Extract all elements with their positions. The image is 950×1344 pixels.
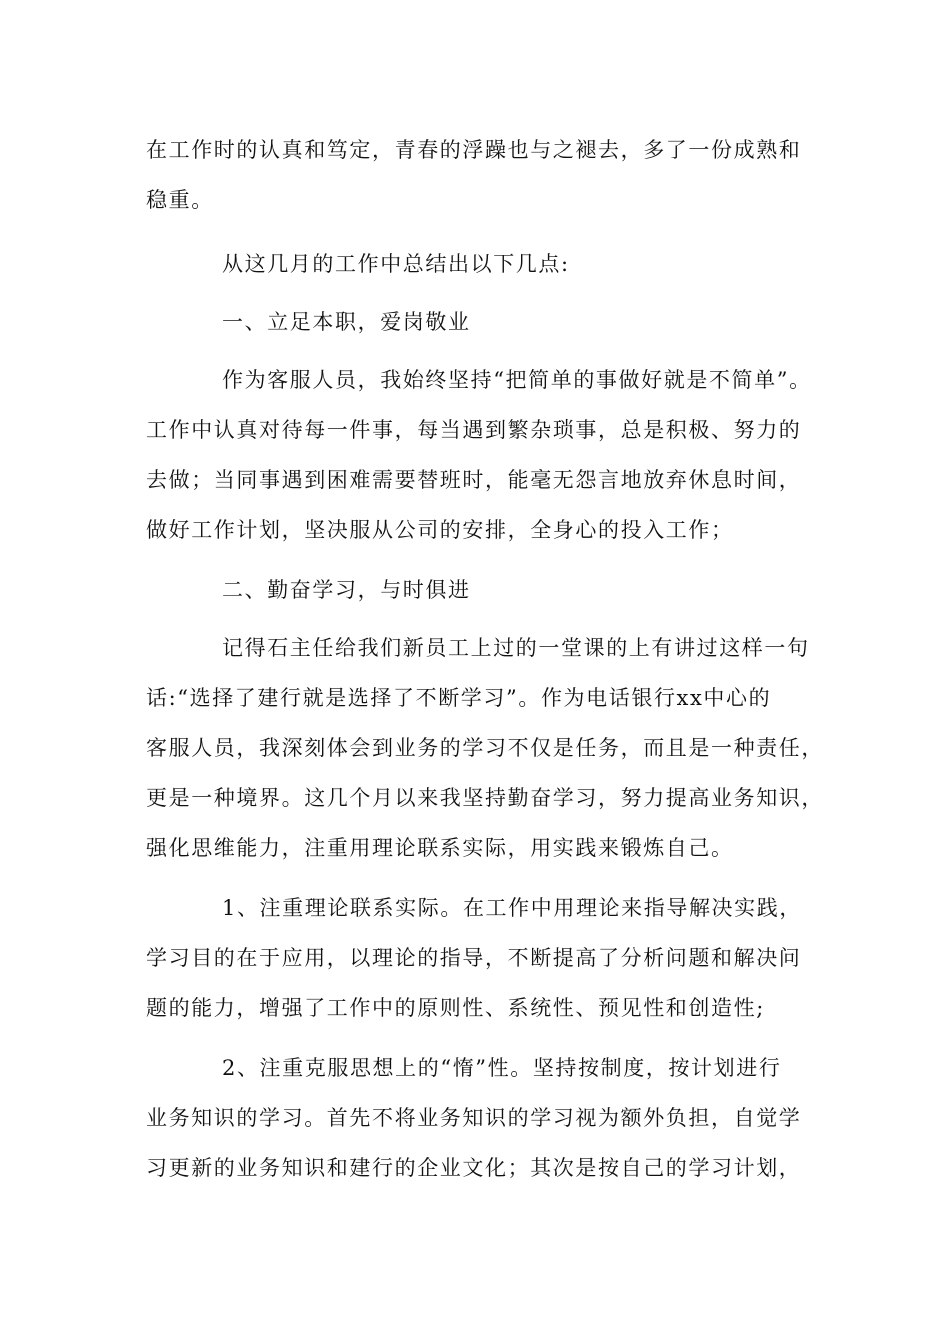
text-line: 记得石主任给我们新员工上过的一堂课的上有讲过这样一句 <box>222 636 810 660</box>
text-line: 题的能力，增强了工作中的原则性、系统性、预见性和创造性; <box>146 996 765 1020</box>
section-heading: 二、勤奋学习，与时俱进 <box>222 578 471 602</box>
text-line: 客服人员，我深刻体会到业务的学习不仅是任务，而且是一种责任， <box>146 736 824 760</box>
text-line: 更是一种境界。这几个月以来我坚持勤奋学习，努力提高业务知识， <box>146 786 824 810</box>
text-line: 2、注重克服思想上的“惰”性。坚持按制度，按计划进行 <box>222 1056 782 1080</box>
text-line: 工作中认真对待每一件事，每当遇到繁杂琐事，总是积极、努力的 <box>146 418 802 442</box>
text-line: 在工作时的认真和笃定，青春的浮躁也与之褪去，多了一份成熟和 <box>146 138 802 162</box>
text-line: 话:“选择了建行就是选择了不断学习”。作为电话银行xx中心的 <box>146 686 772 710</box>
text-line: 1、注重理论联系实际。在工作中用理论来指导解决实践， <box>222 896 802 920</box>
text-line: 从这几月的工作中总结出以下几点: <box>222 252 570 276</box>
text-line: 作为客服人员，我始终坚持“把简单的事做好就是不简单”。 <box>222 368 812 392</box>
text-line: 学习目的在于应用，以理论的指导，不断提高了分析问题和解决问 <box>146 946 802 970</box>
text-line: 习更新的业务知识和建行的企业文化；其次是按自己的学习计划， <box>146 1156 802 1180</box>
section-heading: 一、立足本职，爱岗敬业 <box>222 310 471 334</box>
text-line: 做好工作计划，坚决服从公司的安排，全身心的投入工作； <box>146 518 734 542</box>
text-line: 稳重。 <box>146 188 214 212</box>
text-line: 业务知识的学习。首先不将业务知识的学习视为额外负担，自觉学 <box>146 1106 802 1130</box>
text-line: 强化思维能力，注重用理论联系实际，用实践来锻炼自己。 <box>146 836 734 860</box>
text-line: 去做；当同事遇到困难需要替班时，能毫无怨言地放弃休息时间， <box>146 468 802 492</box>
